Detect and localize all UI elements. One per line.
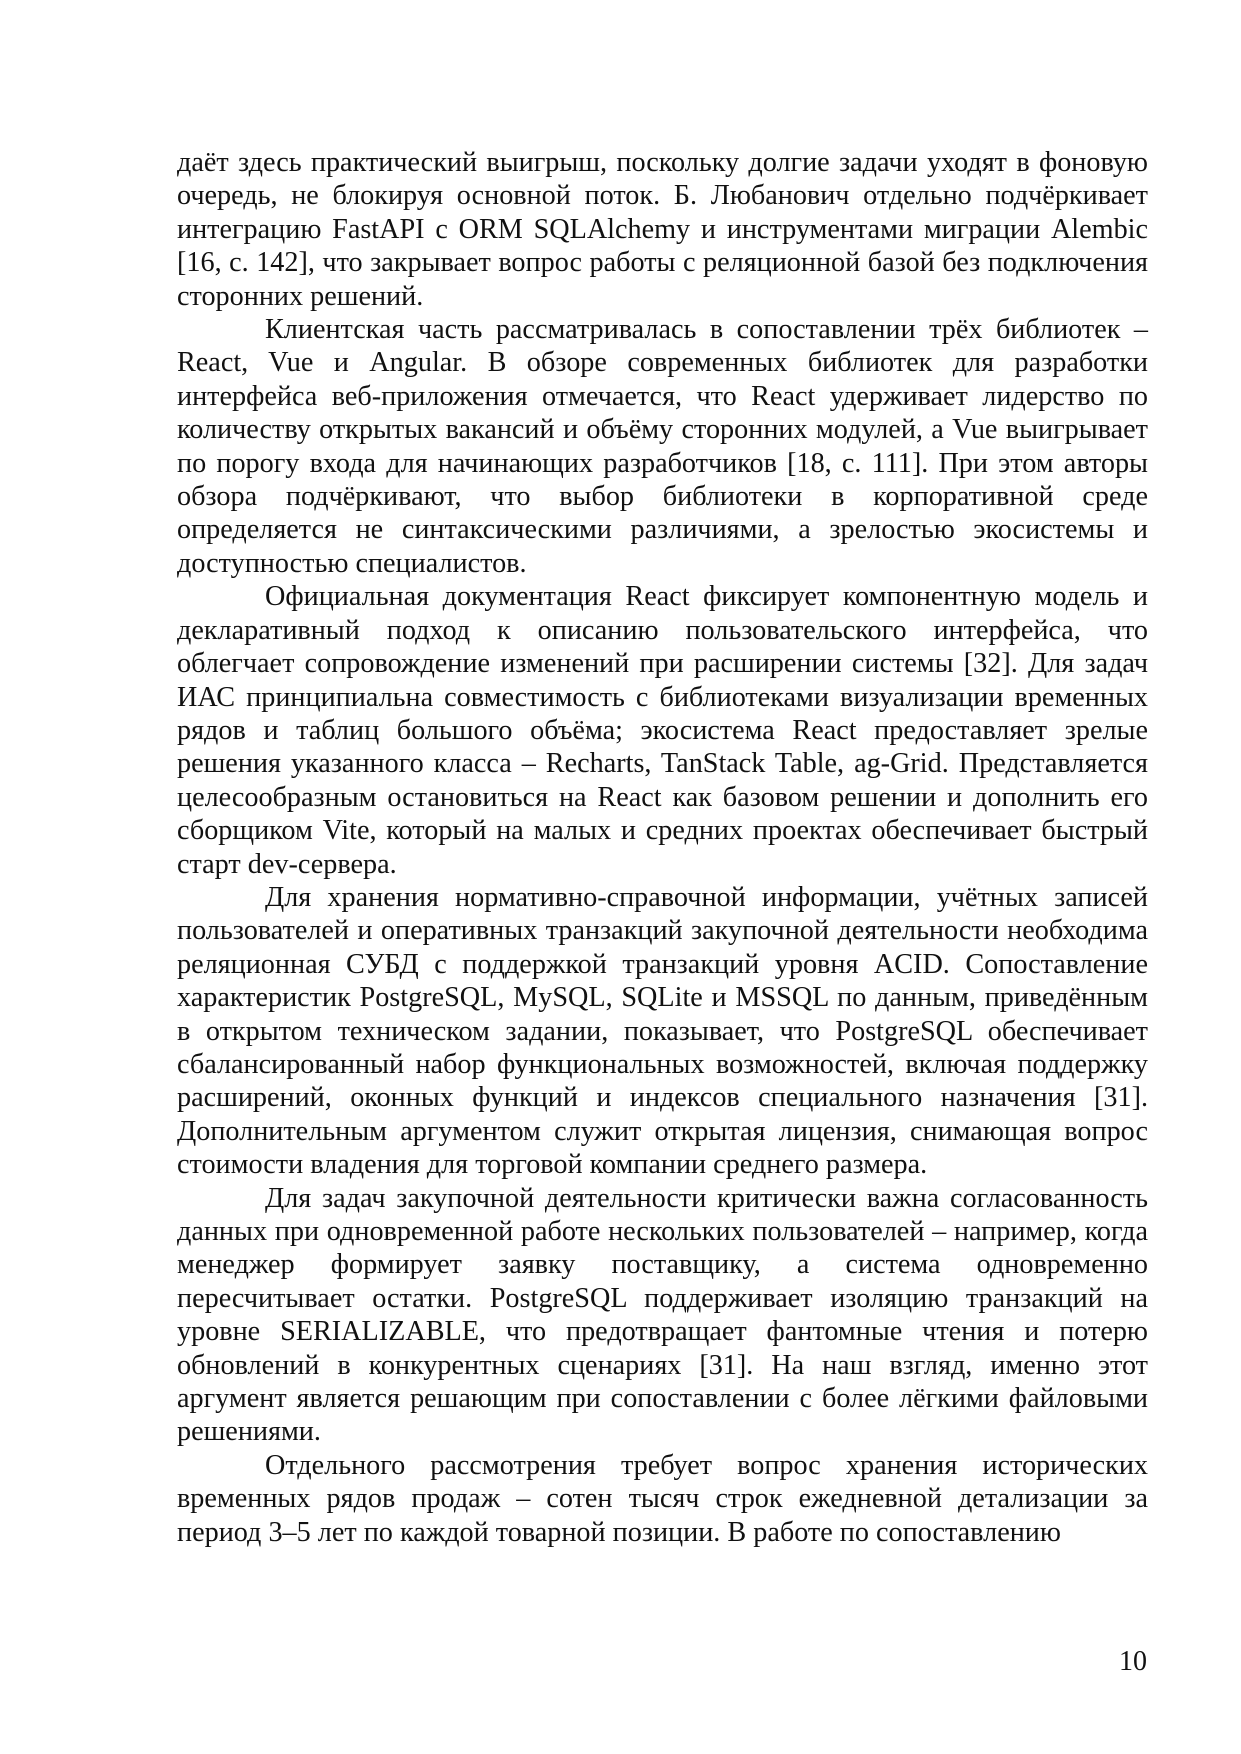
paragraph-6: Отдельного рассмотрения требует вопрос хранения исторических временных рядов продаж – сотен тысяч строк ежедневной детализации за период 3–5 лет по каждой товарной позиции. В работе по сопоставлению <box>177 1449 1148 1548</box>
document-body <box>177 146 1148 1549</box>
page-number: 10 <box>1119 1646 1147 1677</box>
paragraph-5: Для задач закупочной деятельности критически важна согласованность данных при одновременной работе нескольких пользователей – например, когда менеджер формирует заявку поставщику, а система одновременно пересчитывает остатки. PostgreSQL поддерживает изоляцию транзакций на уровне SERIALIZABLE, что предотвращает фантомные чтения и потерю обновлений в конкурентных сценариях [31]. На наш взгляд, именно этот аргумент является решающим при сопоставлении с более лёгкими файловыми решениями. <box>177 1182 1148 1448</box>
paragraph-3: Официальная документация React фиксирует компонентную модель и декларативный подход к описанию пользовательского интерфейса, что облегчает сопровождение изменений при расширении системы [32]. Для задач ИАС принципиальна совместимость с библиотеками визуализации временных рядов и таблиц большого объёма; экосистема React предоставляет зрелые решения указанного класса – Recharts, TanStack Table, ag-Grid. Представляется целесообразным остановиться на React как базовом решении и дополнить его сборщиком Vite, который на малых и средних проектах обеспечивает быстрый старт dev-сервера. <box>177 581 1148 880</box>
paragraph-4: Для хранения нормативно-справочной информации, учётных записей пользователей и оперативных транзакций закупочной деятельности необходима реляционная СУБД с поддержкой транзакций уровня ACID. Сопоставление характеристик PostgreSQL, MySQL, SQLite и MSSQL по данным, приведённым в открытом техническом задании, показывает, что PostgreSQL обеспечивает сбалансированный набор функциональных возможностей, включая поддержку расширений, оконных функций и индексов специального назначения [31]. Дополнительным аргументом служит открытая лицензия, снимающая вопрос стоимости владения для торговой компании среднего размера. <box>177 881 1148 1181</box>
paragraph-2: Клиентская часть рассматривалась в сопоставлении трёх библиотек – React, Vue и Angular. В обзоре современных библиотек для разработки интерфейса веб-приложения отмечается, что React удерживает лидерство по количеству открытых вакансий и объёму сторонних модулей, а Vue выигрывает по порогу входа для начинающих разработчиков [18, с. 111]. При этом авторы обзора подчёркивают, что выбор библиотеки в корпоративной среде определяется не синтаксическими различиями, а зрелостью экосистемы и доступностью специалистов. <box>177 314 1148 579</box>
paragraph-1: даёт здесь практический выигрыш, поскольку долгие задачи уходят в фоновую очередь, не блокируя основной поток. Б. Любанович отдельно подчёркивает интеграцию FastAPI с ORM SQLAlchemy и инструментами миграции Alembic [16, с. 142], что закрывает вопрос работы с реляционной базой без подключения сторонних решений. <box>177 147 1148 312</box>
